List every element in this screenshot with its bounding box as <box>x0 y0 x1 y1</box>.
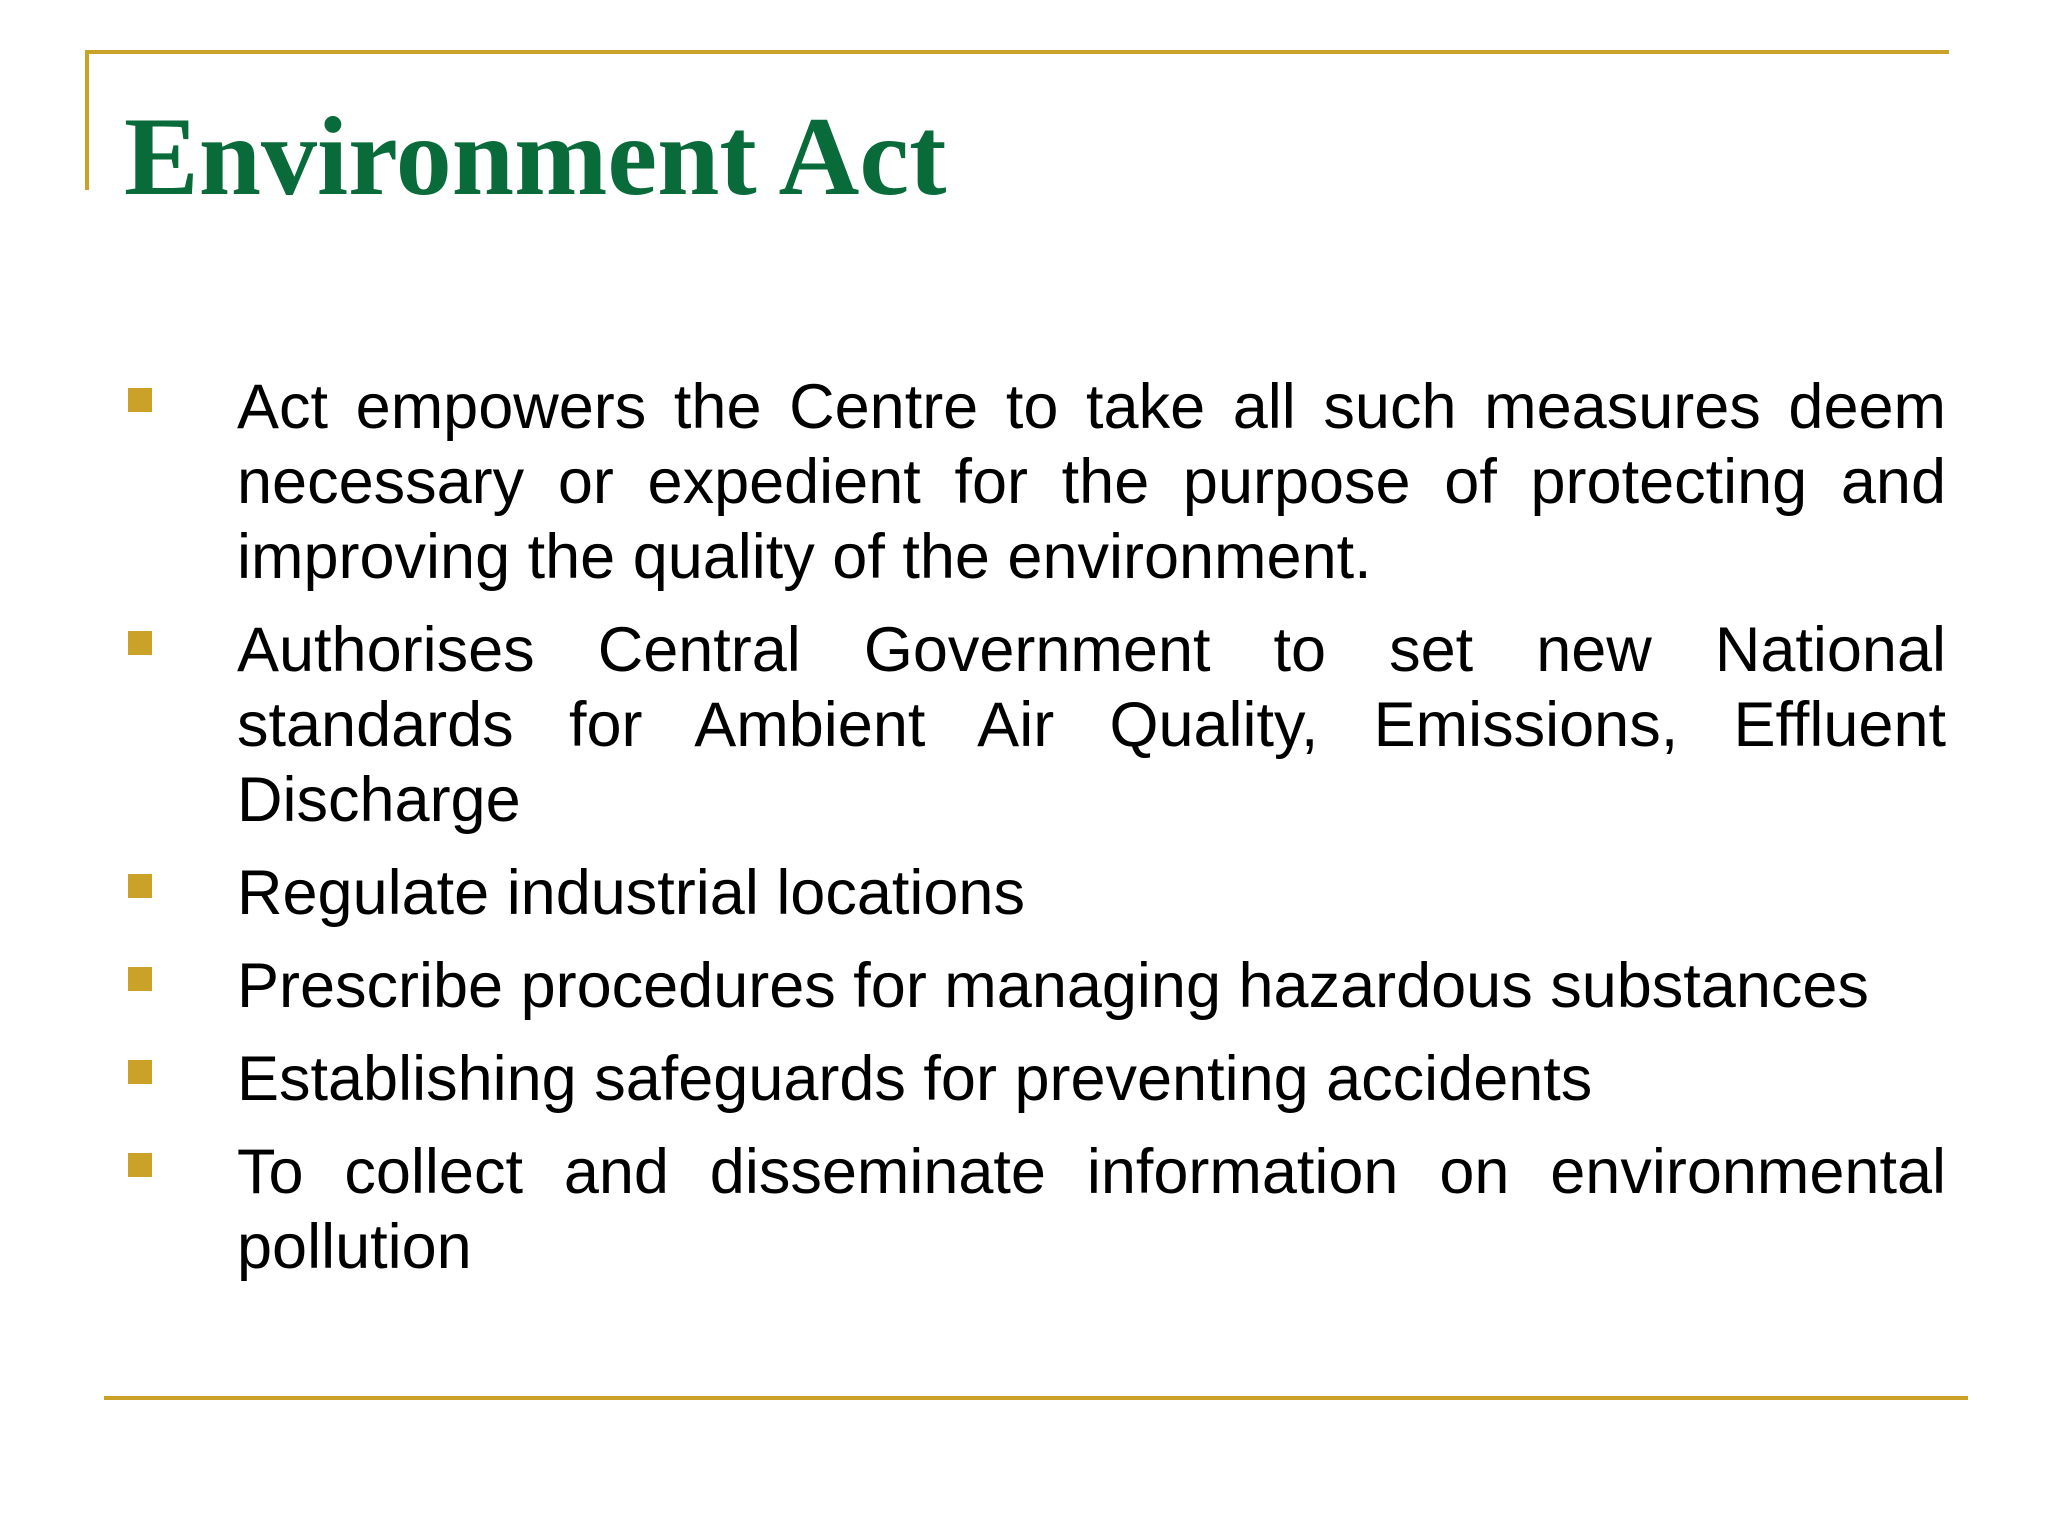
bullet-text: Prescribe procedures for managing hazardous substances <box>237 951 1869 1021</box>
bullet-text: Act empowers the Centre to take all such measures deem necessary or expedient for the purpose of protecting and improving the quality of the environment. <box>237 372 1946 592</box>
bullet-item <box>124 1135 1946 1285</box>
square-bullet-icon <box>128 631 152 655</box>
left-rule <box>85 50 89 190</box>
bullet-list <box>124 370 1946 1303</box>
bullet-text: Authorises Central Government to set new National standards for Ambient Air Quality, Emissions, Effluent Discharge <box>237 615 1946 835</box>
bullet-text: Establishing safeguards for preventing accidents <box>237 1044 1593 1114</box>
top-rule <box>85 50 1949 54</box>
bullet-item <box>124 949 1946 1024</box>
square-bullet-icon <box>128 1153 152 1177</box>
square-bullet-icon <box>128 967 152 991</box>
slide-title: Environment Act <box>124 95 947 219</box>
bullet-item <box>124 1042 1946 1117</box>
square-bullet-icon <box>128 1060 152 1084</box>
square-bullet-icon <box>128 874 152 898</box>
square-bullet-icon <box>128 388 152 412</box>
bullet-text: Regulate industrial locations <box>237 858 1025 928</box>
bullet-item <box>124 856 1946 931</box>
bullet-text: To collect and disseminate information on environmental pollution <box>237 1137 1946 1282</box>
bullet-item <box>124 370 1946 595</box>
bullet-item <box>124 613 1946 838</box>
bottom-rule <box>104 1396 1968 1400</box>
